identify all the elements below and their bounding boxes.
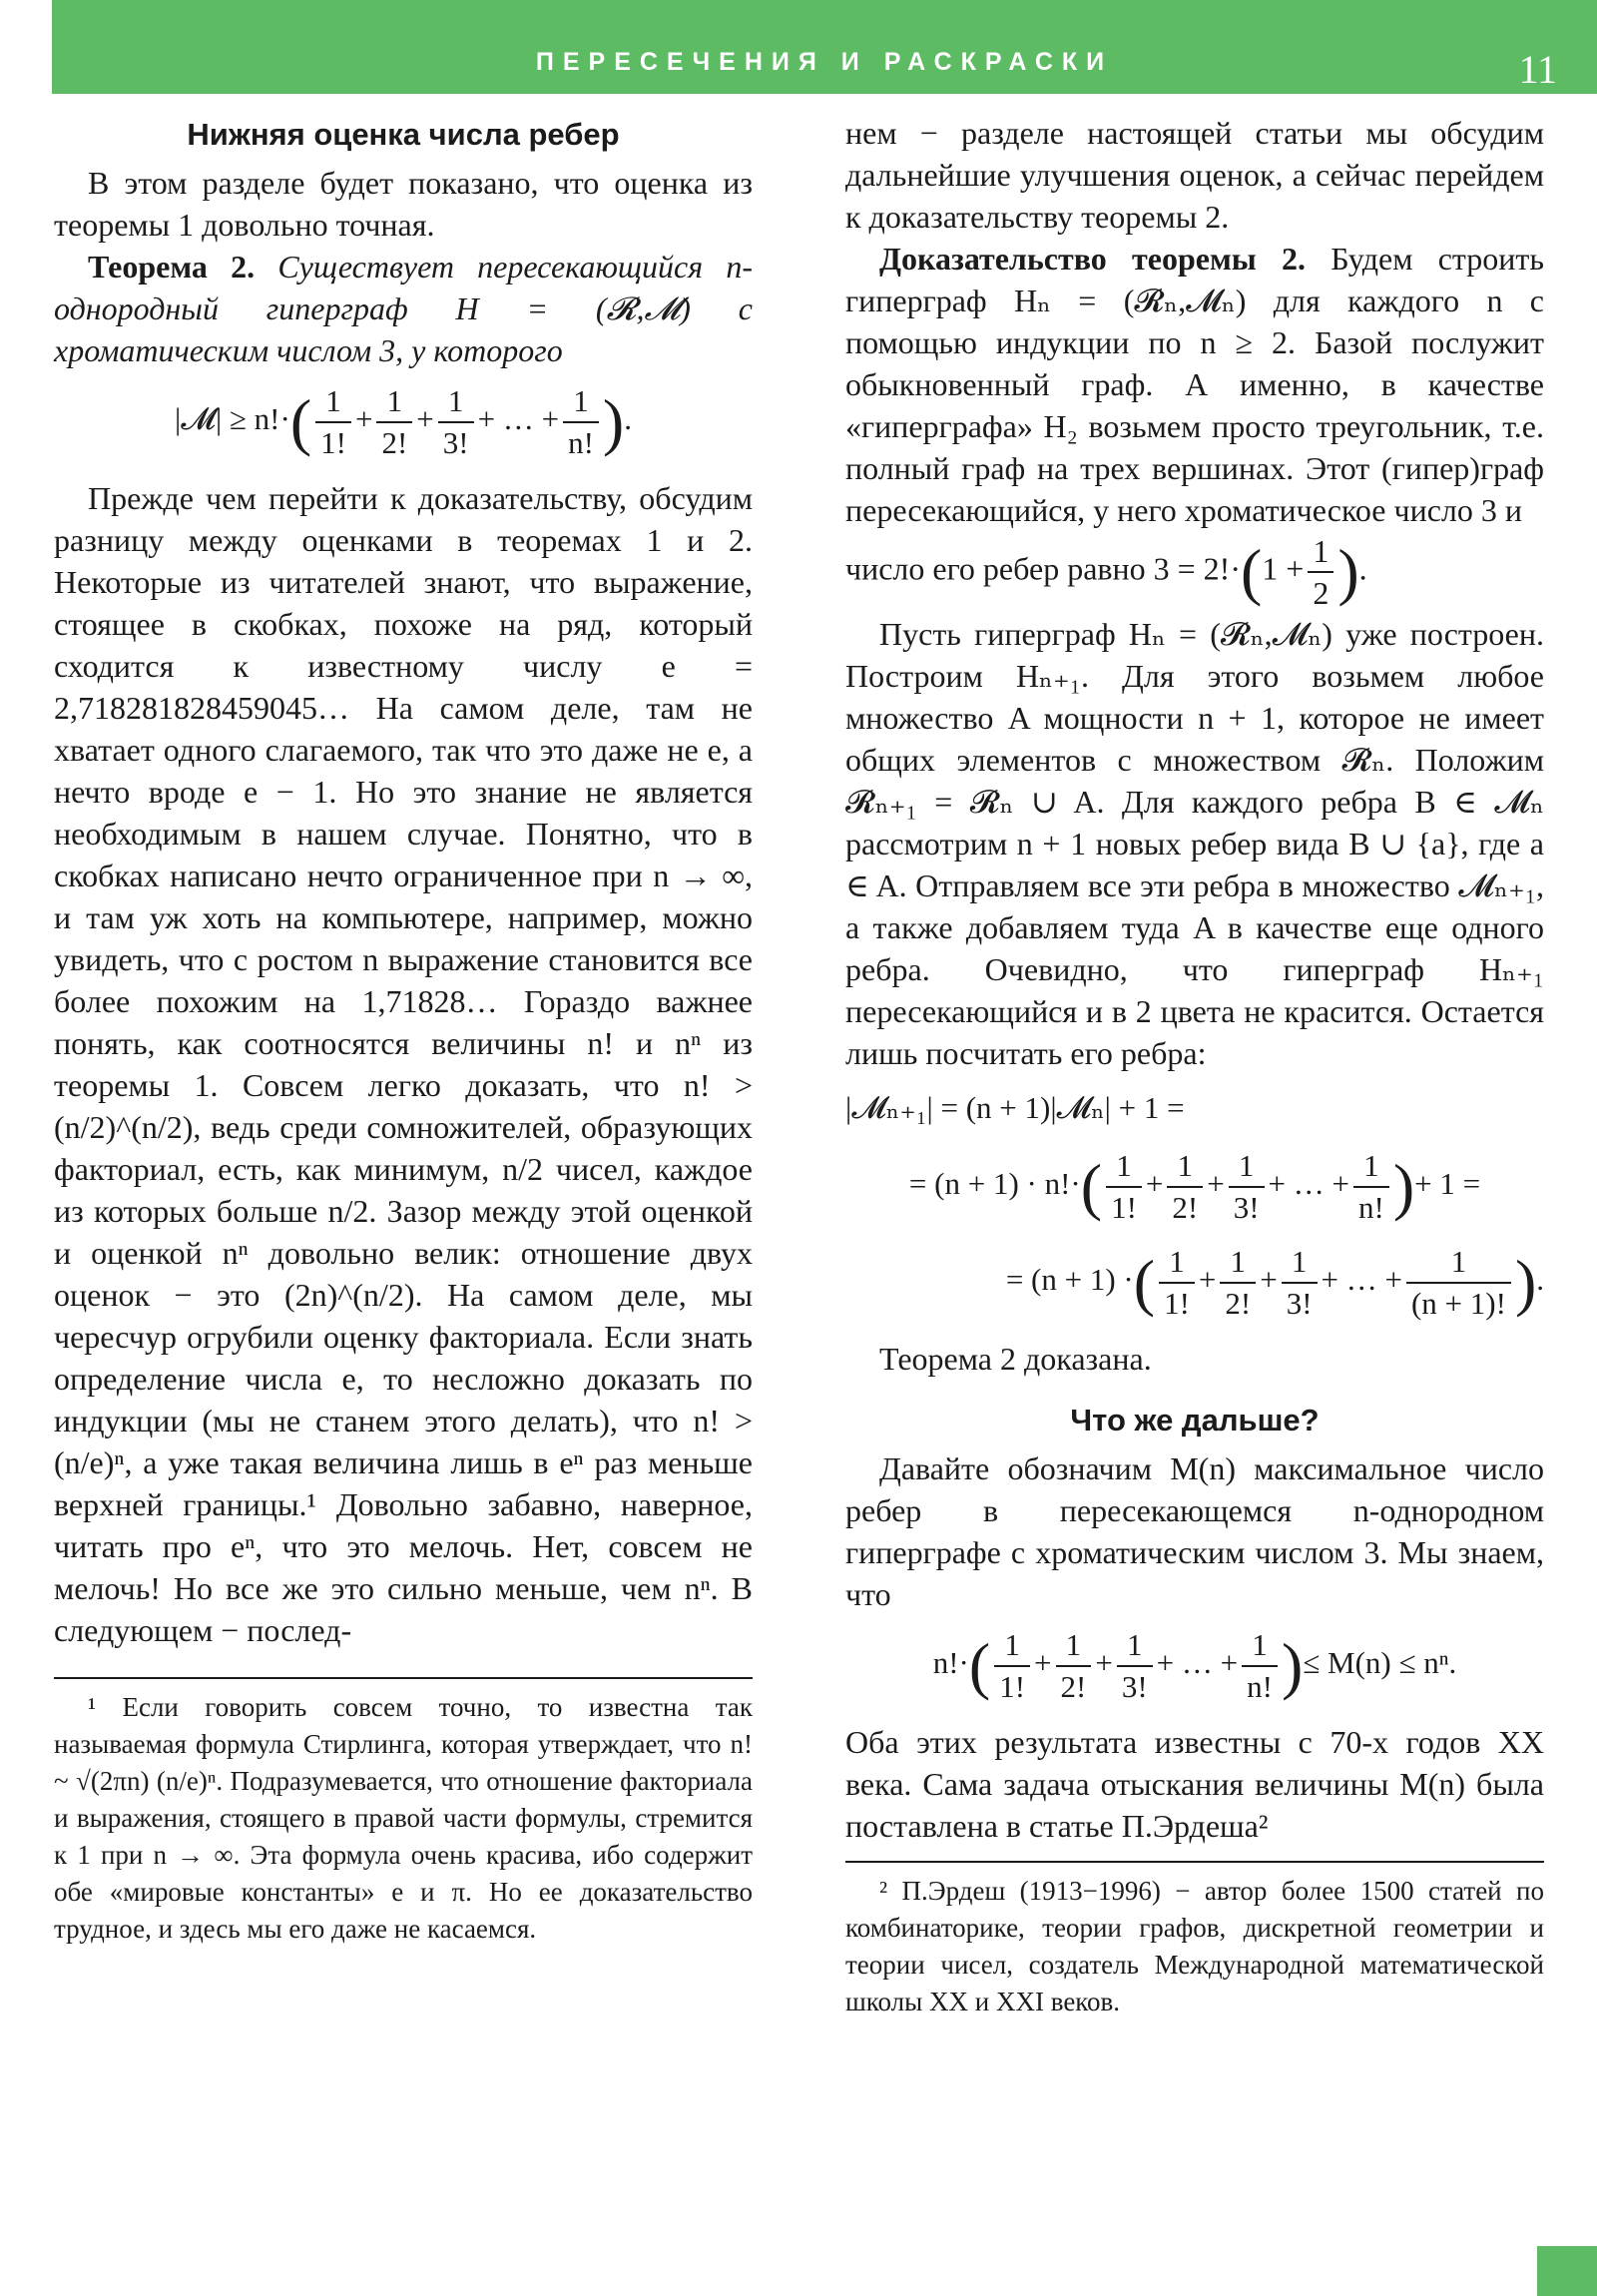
section-title-lower-bound: Нижняя оценка числа ребер — [187, 117, 620, 152]
theorem-2 — [54, 246, 753, 371]
continuation-paragraph: нем − разделе настоящей статьи мы обсудим дальнейшие улучшения оценок, а сейчас перейдем к доказательству теоремы 2. — [845, 115, 1544, 235]
footnote-divider — [54, 1677, 753, 1679]
footnote-2: ² П.Эрдеш (1913−1996) − автор более 1500 статей по комбинаторике, теории графов, дискретной геометрии и теории чисел, создатель Международной математической школы XX и XXI веков. — [845, 1876, 1544, 2016]
next-paragraph: Давайте обозначим M(n) максимальное число ребер в пересекающемся n-однородном гиперграфе с хроматическим числом 3. Мы знаем, что — [845, 1450, 1544, 1612]
formula-lower-bound: |𝓜| ≥ n!·( $\frac{1}{1!}$ + $\frac{1}{2!}$ + $\frac{1}{3!}$ + … + $\frac{1}{n!}$ ). — [54, 381, 753, 463]
intro-paragraph: В этом разделе будет показано, что оценка из теоремы 1 довольно точная. — [54, 165, 753, 243]
formula-lhs: |𝓜| ≥ n!· — [175, 401, 290, 437]
footnote-divider-2 — [845, 1861, 1544, 1863]
final-paragraph: Оба этих результата известны с 70-х годов XX века. Сама задача отыскания величины M(n) была поставлена в статье П.Эрдеша² — [845, 1724, 1544, 1844]
page-header — [52, 0, 1597, 94]
left-column — [54, 112, 753, 1948]
formula-bounds: n!·( $\frac{1}{1!}$ + $\frac{1}{2!}$ + $\frac{1}{3!}$ + … + $\frac{1}{n!}$ )≤ M(n) ≤ nⁿ. — [845, 1625, 1544, 1707]
edge-count-eq-1: |𝓜ₙ₊₁| = (n + 1)|𝓜ₙ| + 1 = — [845, 1090, 1185, 1125]
section-title-whats-next: Что же дальше? — [1070, 1403, 1320, 1437]
theorem-label: Теорема 2. — [88, 249, 256, 285]
proof-paragraph — [845, 238, 1544, 531]
page-number: 11 — [1518, 47, 1557, 92]
footnote-1: ¹ Если говорить совсем точно, то известна так называемая формула Стирлинга, которая утверждает, что n! ~ √(2πn) (n/e)ⁿ. Подразумевается, что отношение факториала и выражения, стоящего в правой части формулы, стремится к 1 при n → ∞. Эта формула очень красива, ибо содержит обе «мировые константы» e и π. Но ее доказательство трудное, и здесь мы его даже не касаемся. — [54, 1692, 753, 1944]
right-column — [845, 112, 1544, 2020]
induction-step-paragraph: Пусть гиперграф Hₙ = (𝓡ₙ,𝓜ₙ) уже построен. Построим Hₙ₊₁. Для этого возьмем любое множество A мощности n + 1, которое не имеет общих элементов с множеством 𝓡ₙ. Положим 𝓡ₙ₊₁ = 𝓡ₙ ∪ A. Для каждого ребра B ∈ 𝓜ₙ рассмотрим n + 1 новых ребер вида B ∪ {a}, где a ∈ A. Отправляем все эти ребра в множество 𝓜ₙ₊₁, а также добавляем туда A в качестве еще одного ребра. Очевидно, что гиперграф Hₙ₊₁ пересекающийся и в 2 цвета не красится. Остается лишь посчитать его ребра: — [845, 616, 1544, 1071]
proof-label: Доказательство теоремы 2. — [879, 241, 1306, 277]
edge-count-eq-2: = (n + 1) · n!·( $\frac{1}{1!}$ + $\frac{1}{2!}$ + $\frac{1}{3!}$ + … + $\frac{1}{n!}$ )+ 1 = — [845, 1146, 1544, 1228]
corner-tab — [1537, 2246, 1597, 2296]
edge-count-eq-3: = (n + 1) ·( $\frac{1}{1!}$ + $\frac{1}{2!}$ + $\frac{1}{3!}$ + … + $\frac{1}{(n + 1)!}$ ). — [845, 1242, 1544, 1324]
proof-text: Будем строить гиперграф Hₙ = (𝓡ₙ,𝓜ₙ) для каждого n с помощью индукции по n ≥ 2. Базой послужит обыкновенный граф. А именно, в качестве «гиперграфа» H₂ возьмем просто треугольник, т.е. полный граф на трех вершинах. Этот (гипер)граф пересекающийся, у него хроматическое число 3 и — [845, 241, 1544, 528]
running-title: ПЕРЕСЕЧЕНИЯ И РАСКРАСКИ — [535, 48, 1114, 76]
discussion-paragraph: Прежде чем перейти к доказательству, обсудим разницу между оценками в теоремах 1 и 2. Некоторые из читателей знают, что выражение, стоящее в скобках, похоже на ряд, который сходится к известному числу e = 2,718281828459045… На самом деле, там не хватает одного слагаемого, так что это даже не e, а нечто вроде e − 1. Но это знание не является необходимым в нашем случае. Понятно, что в скобках написано нечто ограниченное при n → ∞, и там уж хоть на компьютере, например, можно увидеть, что с ростом n выражение становится все более похожим на 1,71828… Гораздо важнее понять, как соотносятся величины n! и nⁿ из теоремы 1. Совсем легко доказать, что n! > (n/2)^(n/2), ведь среди сомножителей, образующих факториал, есть, как минимум, n/2 чисел, каждое из которых больше n/2. Зазор между этой оценкой и оценкой nⁿ довольно велик: отношение двух оценок − это (2n)^(n/2). На самом деле, мы чересчур огрубили оценку факториала. Если знать определение числа e, то несложно доказать по индукции (мы не станем этого делать), что n! > (n/e)ⁿ, а уже такая величина лишь в eⁿ раз меньше верхней границы.¹ Довольно забавно, наверное, читать про eⁿ, что это мелочь. Нет, совсем не мелочь! Но все же это сильно меньше, чем nⁿ. В следующем − послед- — [54, 480, 754, 1648]
qed-line: Теорема 2 доказана. — [879, 1341, 1152, 1377]
theorem-statement: Существует пересекающийся n-однородный гиперграф H = (𝓡,𝓜) с хроматическим числом 3, у которого — [54, 249, 754, 368]
base-case-line: число его ребер равно 3 = 2!·(1 + $\frac{1}{2}$ ). — [845, 533, 1367, 611]
